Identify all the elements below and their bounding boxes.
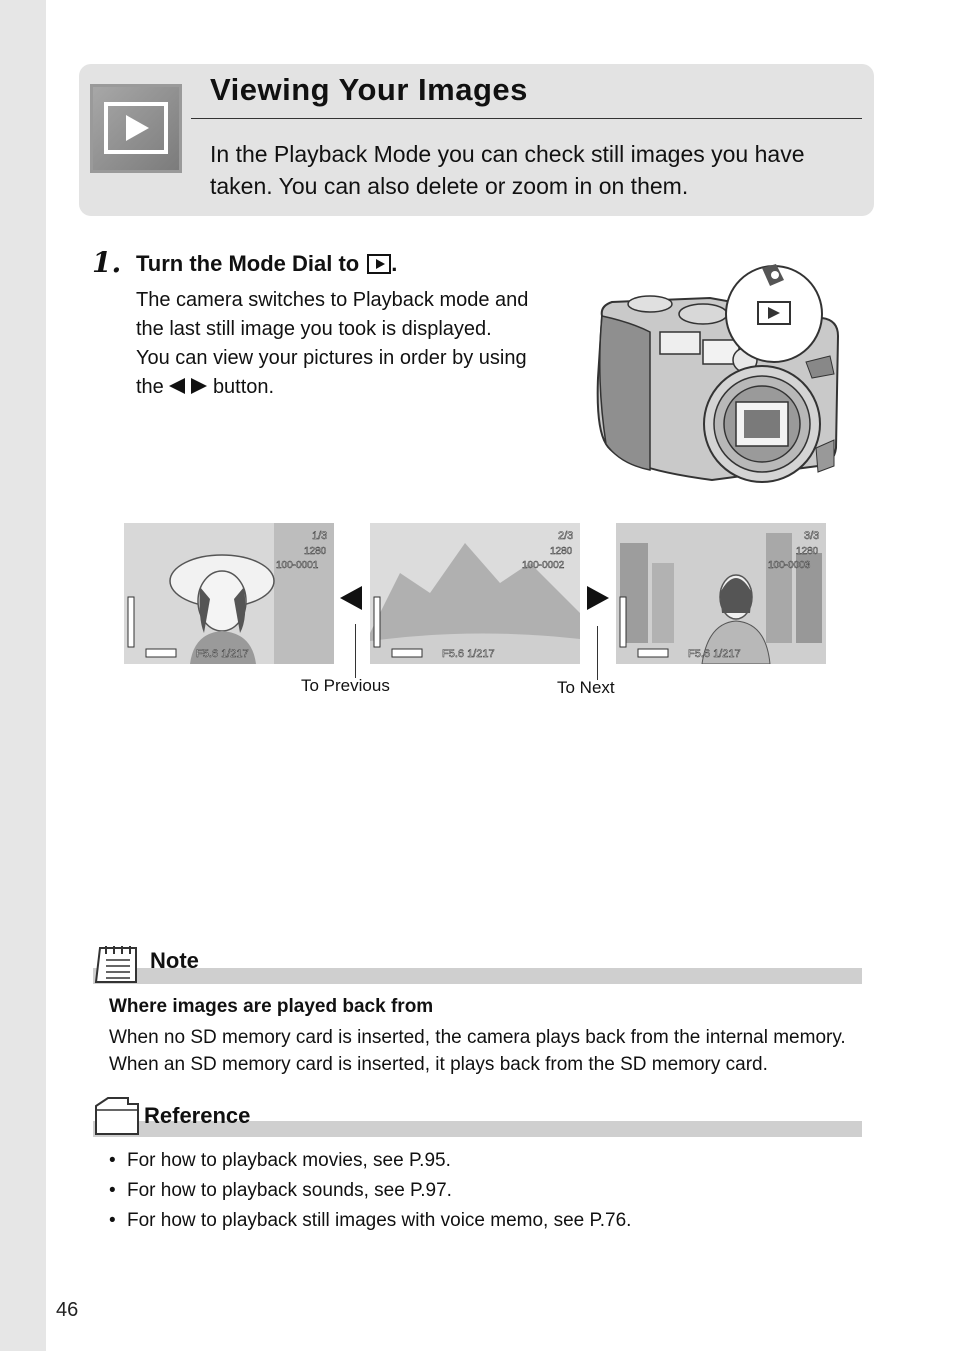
- thumb-exposure: F5.6 1/217: [688, 648, 741, 660]
- note-label: Note: [150, 948, 199, 973]
- thumb-size: 1280: [304, 546, 327, 557]
- thumb-counter: 2/3: [558, 530, 574, 542]
- step-title-text: Turn the Mode Dial to: [136, 251, 360, 276]
- caption-leader-next: [597, 626, 598, 680]
- camera-illustration: [590, 258, 842, 491]
- step-title: [136, 251, 397, 277]
- note-text: When no SD memory card is inserted, the camera plays back from the internal memory. When an SD memory card is inserted, it plays back from the SD memory card.: [109, 1027, 846, 1075]
- caption-next: To Next: [557, 678, 615, 697]
- left-arrow-icon: [340, 586, 362, 615]
- note-subtitle: Where images are played back from: [109, 996, 434, 1017]
- thumb-exposure: F5.6 1/217: [196, 648, 249, 660]
- reference-list: [109, 1148, 631, 1238]
- thumb-counter: 1/3: [312, 530, 328, 542]
- right-arrow-icon: [587, 586, 609, 615]
- list-item: • For how to playback sounds, see P.97.: [109, 1180, 452, 1201]
- step-number: 1.: [92, 246, 122, 279]
- intro-text: In the Playback Mode you can check still images you have taken. You can also delete or zoom in on them.: [210, 141, 805, 199]
- thumb-exposure: F5.6 1/217: [442, 648, 495, 660]
- playback-thumbnail-next: [616, 523, 826, 664]
- page-number: 46: [56, 1299, 79, 1321]
- thumb-size: 1280: [796, 546, 819, 557]
- step-body-line1: The camera switches to Playback mode and the last still image you took is displayed.: [136, 289, 529, 340]
- step-title-suffix: .: [391, 251, 398, 276]
- folder-icon: [94, 1096, 142, 1141]
- thumb-file: 100-0003: [768, 560, 811, 571]
- thumb-counter: 3/3: [804, 530, 820, 542]
- left-right-arrow-icon: [169, 378, 207, 394]
- playback-thumbnail-previous: [124, 523, 334, 664]
- thumb-file: 100-0001: [276, 560, 319, 571]
- caption-previous: To Previous: [301, 676, 390, 695]
- thumb-size: 1280: [550, 546, 573, 557]
- playback-icon: [367, 254, 391, 274]
- list-item: • For how to playback movies, see P.95.: [109, 1150, 451, 1171]
- reference-label: Reference: [144, 1103, 251, 1128]
- page-title: Viewing Your Images: [210, 72, 528, 107]
- list-item: • For how to playback still images with voice memo, see P.76.: [109, 1210, 632, 1231]
- playback-icon: [90, 84, 182, 173]
- caption-leader-previous: [355, 624, 356, 678]
- note-bar: [93, 968, 862, 984]
- step-body: [136, 286, 556, 402]
- playback-thumbnail-current: [370, 523, 580, 664]
- thumb-file: 100-0002: [522, 560, 565, 571]
- note-icon: [92, 942, 142, 989]
- step-body-line2: You can view your pictures in order by using the button.: [136, 347, 527, 398]
- page-side-strip: [0, 0, 46, 1351]
- title-underline: [191, 118, 862, 119]
